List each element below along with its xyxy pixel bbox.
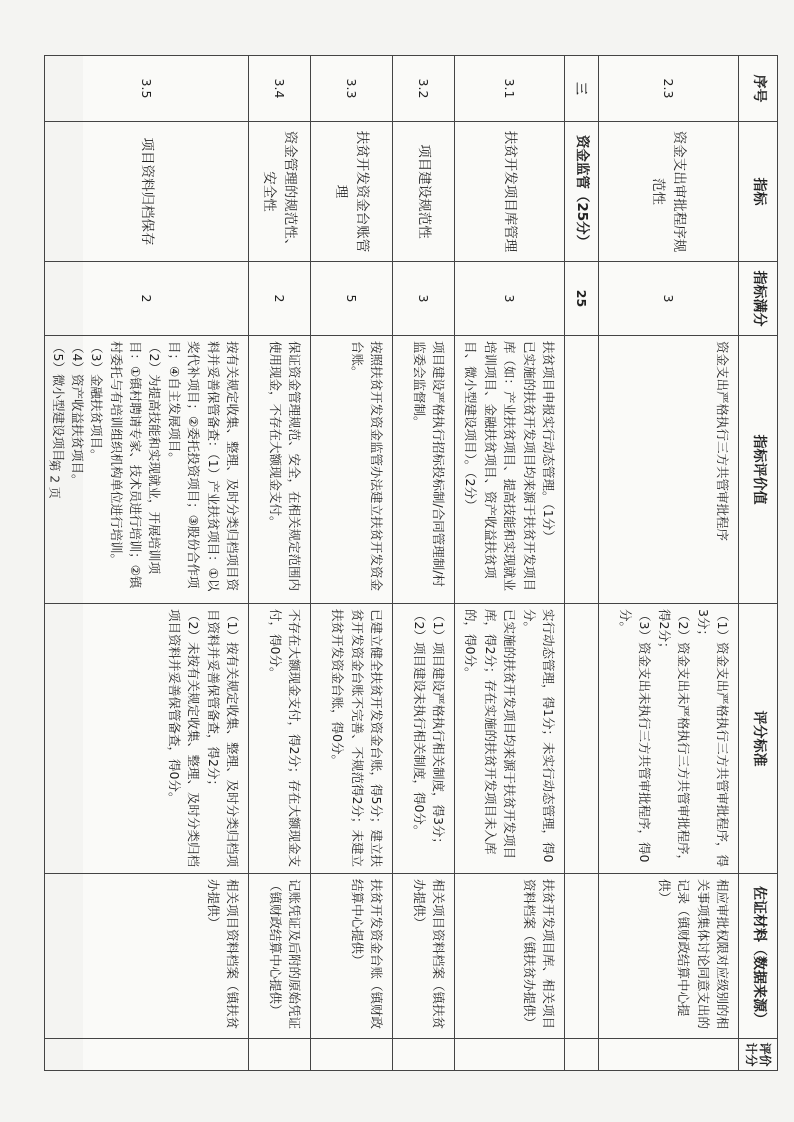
scoring-line: （3）资金支出未执行三方共管审批程序，得0分。 <box>618 609 653 863</box>
row-indicator: 资金监管（25分） <box>565 122 599 262</box>
header-full-score: 指标满分 <box>739 262 778 336</box>
row-score <box>45 1039 249 1071</box>
criteria-line: 保证资金管理规范、安全，在相关规定范围内使用现金，不存在大额现金支付。 <box>267 341 302 592</box>
criteria-line: 扶贫项目申报实行动态管理。（1分） <box>541 341 556 543</box>
row-evidence: 扶贫开发资金台账（镇财政结算中心提供） <box>311 874 393 1039</box>
row-score <box>249 1039 311 1071</box>
criteria-line: （3）金融扶贫项目。 <box>89 341 105 462</box>
header-scoring: 评分标准 <box>739 604 778 874</box>
row-seq: 3.4 <box>249 56 311 122</box>
header-seq: 序号 <box>739 56 778 122</box>
row-seq: 3.3 <box>311 56 393 122</box>
scoring-line: （1）项目建设严格执行相关制度，得3分； <box>431 609 446 850</box>
page-number <box>40 459 70 586</box>
scoring-line: 已建立健全扶贫开发资金台账，得5分；建立扶贫开发资金台账不完善、不规范得2分；未建立扶贫开发资金台账，得0分。 <box>330 609 384 867</box>
header-criteria: 指标评价值 <box>739 336 778 604</box>
row-criteria <box>45 336 249 604</box>
criteria-line: 项目建设严格执行招标投标制/合同管理制/村监委会监督制。 <box>411 341 446 587</box>
row-score <box>455 1039 565 1071</box>
row-scoring <box>393 604 455 874</box>
header-indicator: 指标 <box>739 122 778 262</box>
row-full-score: 25 <box>565 262 599 336</box>
row-evidence <box>565 874 599 1039</box>
criteria-line: （5）微小型建设项目。 <box>50 341 66 474</box>
row-full-score: 3 <box>393 262 455 336</box>
scoring-line: （2）资金支出未严格执行三方共管审批程序，得2分； <box>656 609 692 867</box>
row-full-score: 5 <box>311 262 393 336</box>
row-indicator: 扶贫开发资金台账管理 <box>311 122 393 262</box>
scoring-line: （1）按有关规定收集、整理、及时分类归档项目资料并妥善保管备查，得2分； <box>205 609 240 867</box>
row-scoring <box>599 604 739 874</box>
row-score <box>599 1039 739 1071</box>
criteria-line: 已实施的扶贫开发项目均来源于扶贫开发项目库（如：产业扶贫项目、提高技能和实现就业培训项目、金融扶贫项目、资产收益扶贫项目、微小型建设项目）。（2分） <box>463 341 537 592</box>
row-seq: 3.1 <box>455 56 565 122</box>
scoring-line: （2）项目建设未执行相关制度，得0分。 <box>411 609 427 838</box>
row-evidence: 相应审批权限对应级别的相关事项集体讨论同意支出的记录（镇财政结算中心提供） <box>599 874 739 1039</box>
evaluation-table <box>44 55 778 1071</box>
table-body <box>45 56 739 1071</box>
table-row <box>249 56 311 1071</box>
row-evidence: 相关项目资料档案（镇扶贫办提供） <box>45 874 249 1039</box>
row-criteria <box>311 336 393 604</box>
row-scoring <box>45 604 249 874</box>
table-row <box>565 56 599 1071</box>
row-indicator: 资金管理的规范性、安全性 <box>249 122 311 262</box>
row-evidence: 扶贫开发项目库、相关项目资料档案（镇扶贫办提供） <box>455 874 565 1039</box>
scoring-line: 不存在大额现金支付，得2分；存在大额现金支付，得0分。 <box>267 609 302 867</box>
row-full-score: 3 <box>599 262 739 336</box>
criteria-line: 资金支出严格执行三方共管审批程序 <box>715 341 730 542</box>
row-indicator: 扶贫开发项目库管理 <box>455 122 565 262</box>
row-score <box>311 1039 393 1071</box>
header-evidence: 佐证材料（数据来源） <box>739 874 778 1039</box>
row-criteria <box>599 336 739 604</box>
criteria-line: （2）为提高技能和实现就业，开展培训项目：①镇村聘请专家、技术员进行培训；②镇村委托与有培训组织机构单位进行培训。 <box>108 341 163 589</box>
row-criteria <box>455 336 565 604</box>
row-seq: 2.3 <box>599 56 739 122</box>
row-score <box>565 1039 599 1071</box>
row-full-score: 2 <box>249 262 311 336</box>
row-seq: 3.2 <box>393 56 455 122</box>
table-row <box>599 56 739 1071</box>
header-row <box>739 56 778 1071</box>
table-row <box>311 56 393 1071</box>
scoring-line: 实行动态管理，得1分；未实行动态管理，得0分。 <box>521 609 556 863</box>
table-row <box>455 56 565 1071</box>
scoring-line: （1）资金支出严格执行三方共管审批程序，得3分； <box>695 609 730 867</box>
table-row <box>393 56 455 1071</box>
row-evidence: 记账凭证及后附的原始凭证（镇财政结算中心提供） <box>249 874 311 1039</box>
row-indicator: 项目资料归档保存 <box>45 122 249 262</box>
row-seq: 三 <box>565 56 599 122</box>
row-indicator: 资金支出审批程序规范性 <box>599 122 739 262</box>
row-criteria <box>565 336 599 604</box>
row-criteria <box>249 336 311 604</box>
row-full-score: 3 <box>455 262 565 336</box>
row-evidence: 相关项目资料档案（镇扶贫办提供） <box>393 874 455 1039</box>
row-scoring <box>565 604 599 874</box>
criteria-line: 按照扶贫开发资金监管办法建立扶贫开发资金台账。 <box>349 341 384 592</box>
row-indicator: 项目建设规范性 <box>393 122 455 262</box>
row-seq: 3.5 <box>45 56 249 122</box>
page-number-label: 第 2 页 <box>47 459 62 499</box>
row-full-score: 2 <box>45 262 249 336</box>
row-scoring <box>249 604 311 874</box>
header-score: 评价计分 <box>739 1039 778 1071</box>
table-row <box>45 56 249 1071</box>
row-scoring <box>311 604 393 874</box>
scoring-line: 已实施的扶贫开发项目均来源于扶贫开发项目库，得2分；存在实施的扶贫开发项目未入库的，得0分。 <box>463 609 518 860</box>
row-criteria <box>393 336 455 604</box>
scoring-line: （2）未按有关规定收集、整理、及时分类归档项目资料并妥善保管备查，得0分。 <box>166 609 202 867</box>
row-scoring <box>455 604 565 874</box>
criteria-line: （4）资产收益扶贫项目。 <box>70 341 85 487</box>
criteria-line: 按有关规定收集、整理、及时分类归档项目资料并妥善保管备查：（1）产业扶贫项目：①以奖代补项目；②委托投资项目；③股份合作项目；④自主发展项目。 <box>166 341 240 592</box>
row-score <box>393 1039 455 1071</box>
